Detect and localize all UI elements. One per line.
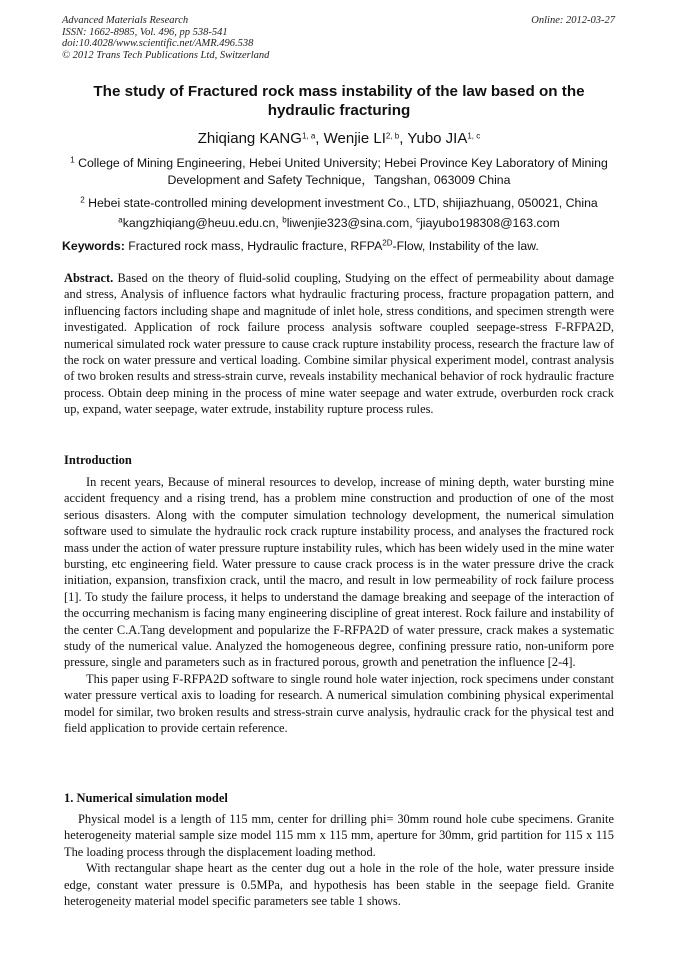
affiliation-text: Hebei state-controlled mining development investment Co., LTD, shijiazhuang, 050021, China <box>88 196 598 210</box>
author-superscript: 1, c <box>467 131 481 141</box>
keywords-text: Fractured rock mass, Hydraulic fracture, RFPA <box>128 239 383 253</box>
author-name: Wenjie LI <box>323 130 386 147</box>
abstract-text: Based on the theory of fluid-solid coupling, Studying on the effect of permeability about damage and stress, Analysis of influence factors what hydraulic fracturing process, fracture propagation pattern, and influencing factors including shape and magnitude of inlet hole, stress conditions, and specimen strength were investigated. Application of rock failure process analysis software coupled seepage-stress F-RFPA2D, numerical simulated rock water pressure to cause crack rupture instability process, research the fracture law of the rock on water pressure and vertical loading. Combine similar physical experiment model, contrast analysis of two broken results and stress-strain curve, reveals instability mechanical behavior of rock hydraulic fracture process. Obtain deep mining in the process of mine water seepage and water extrude, overburden rock crack up, expand, water seepage, water extrude, instability rupture process rules. <box>64 271 614 417</box>
email-superscript: b <box>282 215 287 225</box>
author-name: Zhiqiang KANG <box>197 130 302 147</box>
copyright-line: © 2012 Trans Tech Publications Ltd, Switzerland <box>62 49 270 61</box>
introduction-paragraph-2: This paper using F-RFPA2D software to single round hole water injection, rock specimens under constant water pressure vertical axis to loading for research. A numerical simulation combining physical experimental model for similar, two broken results and stress-strain curve analysis, hydraulic crack for the physical test and field application to provide certain reference. <box>64 671 614 736</box>
author-superscript: 2, b <box>385 131 400 141</box>
abstract-label: Abstract. <box>64 271 114 285</box>
affiliation-number: 1 <box>70 155 75 165</box>
introduction-heading: Introduction <box>64 453 132 467</box>
issn-line: ISSN: 1662-8985, Vol. 496, pp 538-541 <box>62 26 228 38</box>
keywords-label: Keywords: <box>62 239 125 253</box>
email-link[interactable]: kangzhiqiang@heuu.edu.cn <box>122 216 276 230</box>
email-superscript: c <box>416 215 421 225</box>
journal-header <box>62 15 269 61</box>
affiliation-number: 2 <box>80 195 85 205</box>
section-1-paragraph-1: Physical model is a length of 115 mm, center for drilling phi= 30mm round hole cube specimens. Granite heterogeneity material sample size model 115 mm x 115 mm, aperture for 30mm, grid partition for 115 x 115 The loading process through the displacement loading method. <box>64 812 614 859</box>
author-superscript: 1, a <box>301 131 316 141</box>
introduction-body <box>64 474 614 737</box>
section-1-body <box>64 811 614 909</box>
keywords-superscript: 2D <box>382 238 393 248</box>
abstract <box>64 270 614 418</box>
affiliation-text: College of Mining Engineering, Hebei United University; Hebei Province Key Laboratory of Mining Development and Safety Technique，Tangshan, 063009 China <box>78 156 608 187</box>
email-superscript: a <box>118 215 123 225</box>
introduction-paragraph-1: In recent years, Because of mineral resources to develop, increase of mining depth, water bursting mine accident frequency and a rising trend, has a problem mine construction and production of one of the most serious disasters. Along with the computer simulation technology development, the numerical simulation software used to simulate the hydraulic rock crack rupture instability process, and analyses the fractured rock mass under the action of water pressure rupture instability rules, which has been widely used in the mine water bursting, etc engineering field. Water pressure to cause crack process is in the water pressure drive the crack initiation, expansion, transfixion crack, until the macro, and result in low permeability of rock failure process [1]. To study the failure process, it helps to understand the damage breaking and seepage of the interaction of the occurring mechanism is facing many engineering discipline of great interest. Rock failure and instability of the center C.A.Tang development and popularize the F-RFPA2D of water pressure, crack makes a systematic study of the numerical value. Analyzed the homogeneous degree, confining pressure ratio, non-uniform pore pressure, single and parameters such as in fractured porous, growth and penetration the influence [2-4]. <box>64 475 614 670</box>
email-link[interactable]: liwenjie323@sina.com <box>286 216 410 230</box>
paper-title: The study of Fractured rock mass instability of the law based on the hydraulic fracturing <box>93 83 585 119</box>
author-name: Yubo JIA <box>407 130 468 147</box>
doi-line: doi:10.4028/www.scientific.net/AMR.496.538 <box>62 38 254 50</box>
keywords <box>62 238 616 255</box>
affiliation-1 <box>62 155 616 189</box>
section-1-paragraph-2: With rectangular shape heart as the center dug out a hole in the role of the hole, water pressure inside edge, constant water pressure is 0.5MPa, and hypothesis has been stable in the seepage field. Granite heterogeneity material model specific parameters see table 1 shows. <box>64 861 614 909</box>
section-1-heading: 1. Numerical simulation model <box>64 791 228 805</box>
email-list: $^a$kangzhiqiang@heuu.edu.cn, $^b$liwenjie323@sina.com, $^c$jiayubo198308@163.com <box>118 215 560 230</box>
affiliation-2 <box>62 195 616 212</box>
keywords-text-end: -Flow, Instability of the law. <box>392 239 539 253</box>
author-list: Zhiqiang KANG$^{1, a}$, Wenjie LI$^{2, b}$, Yubo JIA$^{1, c}$ <box>197 130 481 147</box>
online-date: Online: 2012-03-27 <box>531 15 615 26</box>
journal-name: Advanced Materials Research <box>62 15 189 26</box>
email-link[interactable]: jiayubo198308@163.com <box>420 216 560 230</box>
